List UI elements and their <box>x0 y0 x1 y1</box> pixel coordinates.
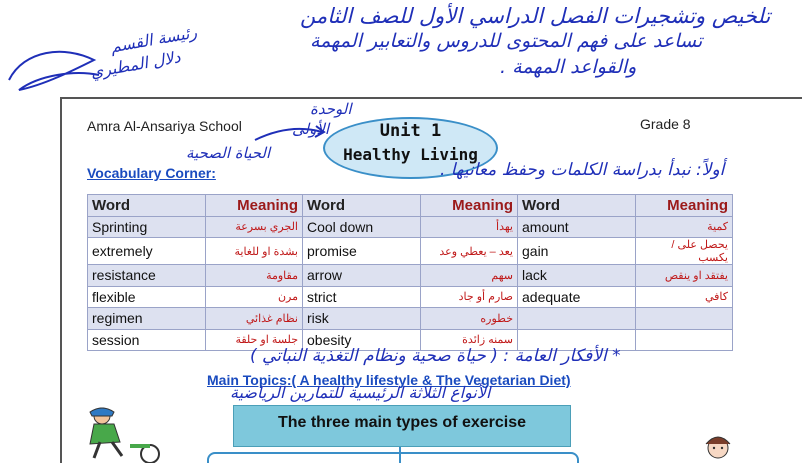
diagram-sub-box <box>207 452 579 463</box>
handwritten-note-left-2: دلال المطيري <box>89 47 182 82</box>
vocab-word <box>518 308 636 330</box>
vocab-meaning: سهم <box>421 265 518 287</box>
table-row <box>88 265 733 287</box>
unit-subtitle: Healthy Living <box>343 145 478 164</box>
vocab-word: resistance <box>88 265 206 287</box>
vocabulary-heading: Vocabulary Corner: <box>87 165 216 181</box>
vocab-word: amount <box>518 216 636 238</box>
header-word-2: Word <box>303 195 421 217</box>
header-meaning-3: Meaning <box>636 195 733 217</box>
exercise-title: The three main types of exercise <box>277 414 527 431</box>
cyclist-icon <box>80 406 180 463</box>
vocab-meaning: جلسة او حلقة <box>206 329 303 351</box>
header-meaning-1: Meaning <box>206 195 303 217</box>
main-topics: Main Topics:( A healthy lifestyle & The Vegetarian Diet) <box>207 372 571 388</box>
vocab-word: flexible <box>88 286 206 308</box>
vocab-word: gain <box>518 238 636 265</box>
connector-line <box>395 447 405 463</box>
vocabulary-table <box>87 194 733 351</box>
vocab-meaning <box>636 308 733 330</box>
vocab-meaning <box>636 329 733 351</box>
vocab-word: risk <box>303 308 421 330</box>
vocab-meaning: مقاومة <box>206 265 303 287</box>
vocab-word: Sprinting <box>88 216 206 238</box>
vocab-word: promise <box>303 238 421 265</box>
school-name: Amra Al-Ansariya School <box>87 118 242 134</box>
vocab-meaning: يعد – يعطي وعد <box>421 238 518 265</box>
handwritten-note-left-1: رئيسة القسم <box>109 22 199 57</box>
vocab-meaning: كافي <box>636 286 733 308</box>
person-clipart-icon <box>688 430 748 463</box>
table-header-row <box>88 195 733 217</box>
vocab-word: lack <box>518 265 636 287</box>
vocab-meaning: سمنه زائدة <box>421 329 518 351</box>
table-row <box>88 216 733 238</box>
vocab-meaning: صارم أو جاد <box>421 286 518 308</box>
vocab-meaning: كمية <box>636 216 733 238</box>
vocab-word: extremely <box>88 238 206 265</box>
handwritten-types-note: الأنواع الثلاثة الرئيسية للتمارين الرياضية <box>230 383 491 402</box>
handwritten-note-top-2: تساعد على فهم المحتوى للدروس والتعابير المهمة <box>310 30 703 52</box>
handwritten-note-top-3: والقواعد المهمة . <box>500 56 637 78</box>
table-row <box>88 238 733 265</box>
header-word-3: Word <box>518 195 636 217</box>
table-row <box>88 308 733 330</box>
vocab-meaning: الجري بسرعة <box>206 216 303 238</box>
handwritten-unit-number: الأولى <box>292 120 330 138</box>
handwritten-vocab-note: أولاً: نبدأ بدراسة الكلمات وحفظ معانيها . <box>440 160 725 180</box>
vocab-meaning: يهدأ <box>421 216 518 238</box>
header-meaning-2: Meaning <box>421 195 518 217</box>
vocab-meaning: يحصل على / يكسب <box>636 238 733 265</box>
vocab-word: strict <box>303 286 421 308</box>
signature-scribble <box>4 40 104 100</box>
vocab-meaning: بشدة او للغاية <box>206 238 303 265</box>
vocab-word: Cool down <box>303 216 421 238</box>
handwritten-note-top-1: تلخيص وتشجيرات الفصل الدراسي الأول للصف الثامن <box>300 4 771 28</box>
vocab-meaning: خطوره <box>421 308 518 330</box>
table-row <box>88 286 733 308</box>
vocab-meaning: نظام غذائي <box>206 308 303 330</box>
handwritten-unit-word: الوحدة <box>310 100 352 118</box>
vocab-word: obesity <box>303 329 421 351</box>
vocab-meaning: يفتقد او ينقص <box>636 265 733 287</box>
grade-label: Grade 8 <box>640 116 691 132</box>
vocab-meaning: مرن <box>206 286 303 308</box>
vocab-word: session <box>88 329 206 351</box>
header-word-1: Word <box>88 195 206 217</box>
handwritten-topics-note: * الأفكار العامة : ( حياة صحية ونظام التغذية النباتي ) <box>250 346 621 366</box>
unit-title: Unit 1 <box>379 121 442 141</box>
vocab-word: regimen <box>88 308 206 330</box>
vocab-word: arrow <box>303 265 421 287</box>
vocab-word: adequate <box>518 286 636 308</box>
handwritten-unit-title: الحياة الصحية <box>186 144 271 162</box>
